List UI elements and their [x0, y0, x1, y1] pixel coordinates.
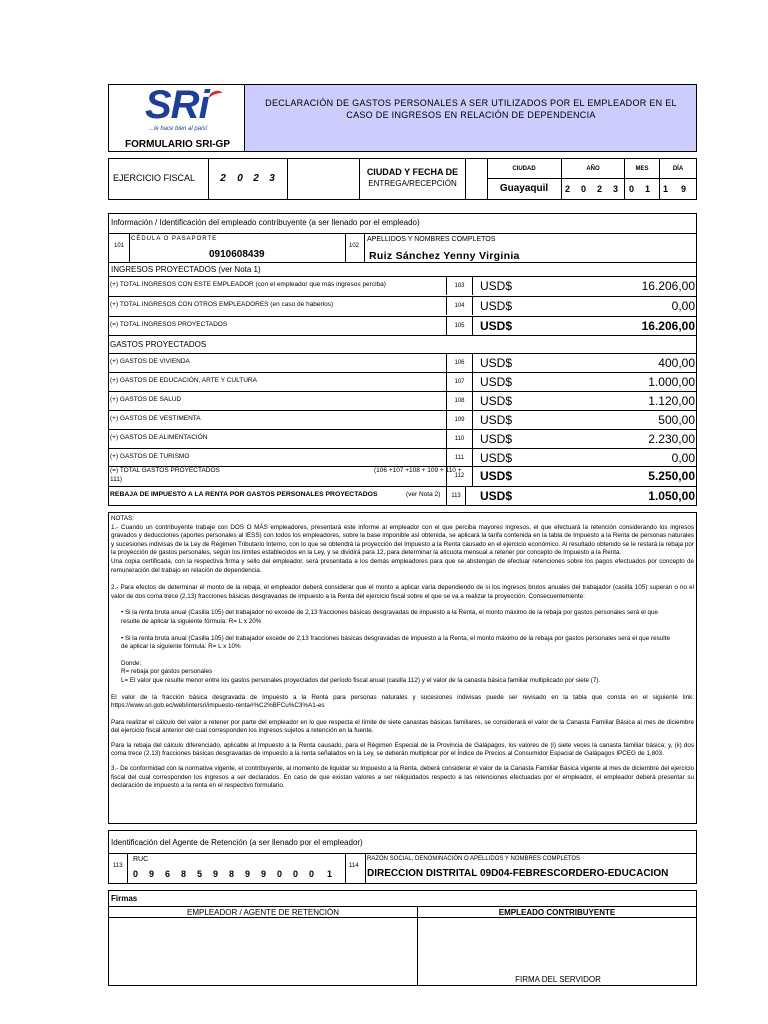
notes-section — [108, 512, 697, 824]
signatures-title: Firmas — [111, 894, 138, 903]
ruc-digit: 9 — [261, 869, 267, 879]
agent-name-value: DIRECCION DISTRITAL 09D04-FEBRESCORDERO-EDUCACION — [367, 868, 669, 879]
expense-value: 2.230,00 — [648, 432, 695, 446]
sri-logo — [109, 85, 244, 137]
expense-currency: USD$ — [480, 451, 513, 465]
income-row-103 — [108, 276, 697, 295]
rebate-row — [108, 486, 697, 506]
city-value: Guayaquil — [499, 183, 549, 194]
sri-logo-swoosh — [208, 89, 225, 103]
date-digit: 0 — [581, 184, 587, 194]
note-6: 3.- De conformidad con la normativa vigente, el contribuyente, al momento de liquidar su Impuesto a la Renta, deberá considerar el valor de la Canasta Familiar Básica vigente al mes de diciembre del ejercicio fiscal del cual corresponden los ingresos a ser declarados. En caso de que existan valores a ser reliquidados respecto a las retenciones efectuadas por el empleador, el empleador deberá presentar su declaración de impuesto a la renta en el respectivo formulario. — [111, 765, 694, 790]
income-currency: USD$ — [480, 279, 513, 293]
expense-currency: USD$ — [480, 413, 513, 427]
expense-code: 106 — [446, 354, 473, 372]
expense-row-110 — [108, 429, 697, 448]
income-value: 16.206,00 — [641, 279, 695, 293]
expense-value: 500,00 — [658, 413, 695, 427]
expense-label: (+) GASTOS DE TURISMO — [110, 453, 190, 460]
expense-row-107 — [108, 372, 697, 391]
form-header — [108, 84, 697, 152]
date-digit: 2 — [565, 184, 571, 194]
code-114: 114 — [349, 863, 359, 869]
income-code: 104 — [446, 297, 473, 315]
expense-label: (+) GASTOS DE EDUCACIÓN, ARTE Y CULTURA — [110, 377, 257, 384]
date-digit: 3 — [613, 184, 619, 194]
expense-row-108 — [108, 391, 697, 410]
expense-value: 1.120,00 — [648, 394, 695, 408]
ruc-digit: 9 — [149, 869, 155, 879]
ruc-label: RUC — [133, 856, 149, 863]
expense-total-formula: (106 +107 +108 + 109 + 110 + — [374, 467, 462, 474]
fiscal-year-digit: 2 — [220, 173, 226, 184]
income-label: (=) TOTAL INGRESOS PROYECTADOS — [110, 321, 228, 328]
date-digits — [561, 184, 697, 198]
form-title: DECLARACIÓN DE GASTOS PERSONALES A SER UTILIZADOS POR EL EMPLEADOR EN EL CASO DE INGRESOS EN RELACIÓN DE DEPENDENCIA — [265, 98, 677, 120]
income-row-105 — [108, 316, 697, 335]
income-code: 103 — [446, 277, 473, 295]
note-4: Para realizar el cálculo del valor a retener por parte del empleador en lo que respecta el límite de siete canastas básicas familiares, se considerará el valor de la Canasta Familiar Básica al mes de diciembre del ejercicio fiscal anterior del cual corresponden los ingresos sujetos a retención en la fuente. — [111, 718, 694, 735]
note-donde-l: L= El valor que resulte menor entre los gastos personales proyectados del período fiscal anual (casilla 112) y el valor de la canasta básica familiar multiplicado por siete (7). — [121, 676, 601, 684]
fiscal-year-digit: 2 — [253, 173, 259, 184]
expenses-section-title: GASTOS PROYECTADOS — [110, 340, 207, 349]
note-5: Para la rebaja del cálculo diferenciado, aplicable al Impuesto a la Renta causado, para el Régimen Especial de la Provincia de Galápagos, los valores de (i) siete veces la canasta familiar básica; y, (ii) dos coma trece (2.13) fracciones básicas desgravadas de impuesto a la renta señalados en la Ley, se deberán multiplicar por el Índice de Precios al Consumidor Espacial de Galápagos IPCEG de 1,803. — [111, 741, 694, 758]
id-value: 0910608439 — [209, 249, 265, 260]
expense-total-row — [108, 466, 697, 486]
income-row-104 — [108, 296, 697, 315]
date-digit: 9 — [681, 184, 687, 194]
fiscal-year-digit: 0 — [237, 173, 243, 184]
ruc-digit: 5 — [197, 869, 203, 879]
signatures-section — [108, 890, 697, 986]
rebate-label: REBAJA DE IMPUESTO A LA RENTA POR GASTOS PERSONALES PROYECTADOS — [110, 491, 378, 498]
expense-code: 110 — [446, 430, 473, 448]
date-digit: 0 — [629, 184, 635, 194]
form-title-box — [244, 85, 696, 151]
expense-label: (+) GASTOS DE VIVIENDA — [110, 358, 190, 365]
expense-currency: USD$ — [480, 394, 513, 408]
agent-section-title: Identificación del Agente de Retención (a ser llenado por el empleador) — [111, 838, 363, 847]
expense-value: 400,00 — [658, 356, 695, 370]
ruc-digit: 0 — [293, 869, 299, 879]
expense-label: (+) GASTOS DE VESTIMENTA — [110, 415, 201, 422]
expense-currency: USD$ — [480, 432, 513, 446]
name-value: Ruiz Sánchez Yenny Virginia — [369, 250, 520, 262]
note-1b: Una copia certificada, con la respectiva firma y sello del empleador, será presentada a los demás empleadores para que se abstengan de efectuar retenciones sobre los pagos efectuados por concepto de remuneración del trabajo en relación de dependencia. — [111, 557, 694, 574]
fiscal-year-section — [108, 158, 697, 200]
rebate-currency: USD$ — [480, 489, 513, 503]
city-header: CIUDAD — [512, 166, 536, 172]
expenses-section-header — [108, 335, 697, 353]
employee-signature-label: EMPLEADO CONTRIBUYENTE — [498, 908, 616, 917]
expense-currency: USD$ — [480, 375, 513, 389]
ruc-digit: 6 — [165, 869, 171, 879]
month-header: MES — [635, 166, 649, 172]
expense-code: 111 — [446, 449, 473, 467]
note-1: 1.- Cuando un contribuyente trabaje con DOS O MÁS empleadores, presentará este informe al empleador con el que perciba mayores ingresos, el que efectuará la retención considerando los ingresos gravados y deducciones (aportes personales al IESS) con todos los empleadores, sobre la base imponible así obtenida, se aplicará la tarifa contenida en la tabla de Impuesto a la Renta de personas naturales y sucesiones indivisas de la Ley de Régimen Tributario Interno, con lo que se obtendrá la proyección del Impuesto a la Renta causado en el ejercicio económico. Al resultado obtenido se le restará la rebaja por la proyección de gastos personales, según los límites establecidos en la Ley, y se dividirá para 12, para determinar la alícuota mensual a retener por concepto de Impuesto a la Renta. — [111, 523, 694, 557]
expense-value: 0,00 — [671, 451, 695, 465]
note-2-bullet-2: • Si la renta bruta anual (Casilla 105) del trabajador excede de 2,13 fracciones básicas desgravadas de impuesto a la Renta, el monto máximo de la rebaja por gastos personales será el que resulte de aplicar la siguiente fórmula: R= L x 10% — [121, 634, 670, 651]
expense-row-106 — [108, 353, 697, 372]
fiscal-year-label: EJERCICIO FISCAL — [113, 173, 196, 183]
employer-signature-label: EMPLEADOR / AGENTE DE RETENCIÓN — [186, 908, 340, 917]
expense-row-109 — [108, 410, 697, 429]
date-digit: 1 — [645, 184, 651, 194]
ruc-digit: 0 — [309, 869, 315, 879]
income-currency: USD$ — [480, 319, 513, 333]
ruc-digit: 9 — [213, 869, 219, 879]
fiscal-year-digit: 3 — [269, 173, 275, 184]
ruc-digit: 1 — [327, 869, 333, 879]
sri-logo-text: SRi — [145, 83, 209, 127]
income-label: (+) TOTAL INGRESOS CON OTROS EMPLEADORES (en caso de haberlos) — [110, 301, 334, 308]
note-2: 2.- Para efectos de determinar el monto de la rebaja, el empleador deberá considerar que el monto a aplicar varía dependiendo de si los ingresos brutos anuales del trabajador (casilla 105) superan o no el valor de dos coma trece (2,13) fracciones básicas desgravadas de impuesto a la Renta del ejercicio fiscal sobre el que se va a realizar la proyección. Consecuentemente: — [111, 584, 694, 600]
code-102: 102 — [349, 243, 360, 249]
day-header: DÍA — [672, 166, 684, 172]
agent-name-label: RAZÓN SOCIAL, DENOMINACIÓN O APELLIDOS Y NOMBRES COMPLETOS — [367, 856, 581, 862]
date-digit: 1 — [663, 184, 669, 194]
ruc-digit: 0 — [277, 869, 283, 879]
name-label: APELLIDOS Y NOMBRES COMPLETOS — [367, 236, 496, 243]
ruc-digit: 8 — [181, 869, 187, 879]
expense-value: 1.000,00 — [648, 375, 695, 389]
sri-logo-tagline: ...le hace bien al país! — [149, 126, 208, 132]
expense-code: 107 — [446, 373, 473, 391]
income-label: (+) TOTAL INGRESOS CON ESTE EMPLEADOR (con el empleador que más ingresos perciba) — [110, 281, 386, 288]
agent-section — [108, 830, 697, 884]
expense-total-value: 5.250,00 — [648, 469, 695, 483]
ruc-digits — [127, 869, 345, 882]
expense-currency: USD$ — [480, 356, 513, 370]
expense-label: (+) GASTOS DE SALUD — [110, 396, 182, 403]
expense-total-currency: USD$ — [480, 469, 513, 483]
expense-total-code: 112 — [446, 467, 473, 486]
rebate-code: 113 — [446, 487, 466, 506]
note-3: El valor de la fracción básica desgravada de Impuesto a la Renta para personas naturales y sucesiones indivisas puede ser revisado en la tabla que consta en el siguiente link: https://www.sri.gob.ec/web/intersri/impuesto-renta#%C2%BFCu%C3%A1-es — [111, 693, 694, 710]
city-date-label: CIUDAD Y FECHA DE ENTREGA/RECEPCIÓN — [366, 167, 459, 188]
note-2-bullet-1: • Si la renta bruta anual (Casilla 105) del trabajador no excede de 2,13 fracciones básicas desgravadas de impuesto a la Renta, el monto máximo de la rebaja por gastos personales será el que resulte de aplicar la siguiente fórmula: R= L x 20% — [121, 609, 659, 625]
note-donde-r: R= rebaja por gastos personales — [121, 668, 213, 676]
ruc-digit: 0 — [133, 869, 139, 879]
server-signature-label: FIRMA DEL SERVIDOR — [515, 975, 601, 984]
expense-total-formula-2: 111) — [110, 476, 123, 483]
income-code: 105 — [446, 317, 473, 335]
rebate-note: (ver Nota 2) — [406, 491, 441, 498]
ruc-digit: 9 — [245, 869, 251, 879]
fiscal-year-value — [209, 159, 287, 199]
code-101: 101 — [114, 243, 125, 249]
code-113: 113 — [113, 863, 123, 869]
expense-label: (+) GASTOS DE ALIMENTACIÓN — [110, 434, 208, 441]
year-header: AÑO — [586, 166, 600, 172]
ruc-digit: 8 — [229, 869, 235, 879]
expense-code: 108 — [446, 392, 473, 410]
employee-section-title: Información / Identificación del empleado contribuyente (a ser llenado por el empleado) — [111, 218, 420, 227]
expense-row-111 — [108, 448, 697, 467]
form-name: FORMULARIO SRI-GP — [125, 139, 230, 150]
income-value: 0,00 — [671, 299, 695, 313]
income-section-title: INGRESOS PROYECTADOS (ver Nota 1) — [111, 265, 261, 274]
income-value: 16.206,00 — [641, 319, 695, 333]
notes-title: NOTAS: — [111, 515, 134, 522]
expense-code: 109 — [446, 411, 473, 429]
expense-total-label: (=) TOTAL GASTOS PROYECTADOS — [110, 467, 220, 474]
note-donde: Donde: — [121, 659, 142, 667]
rebate-value: 1.050,00 — [648, 489, 695, 503]
date-digit: 2 — [597, 184, 603, 194]
id-label: CÉDULA O PASAPORTE — [131, 236, 218, 242]
income-currency: USD$ — [480, 299, 513, 313]
